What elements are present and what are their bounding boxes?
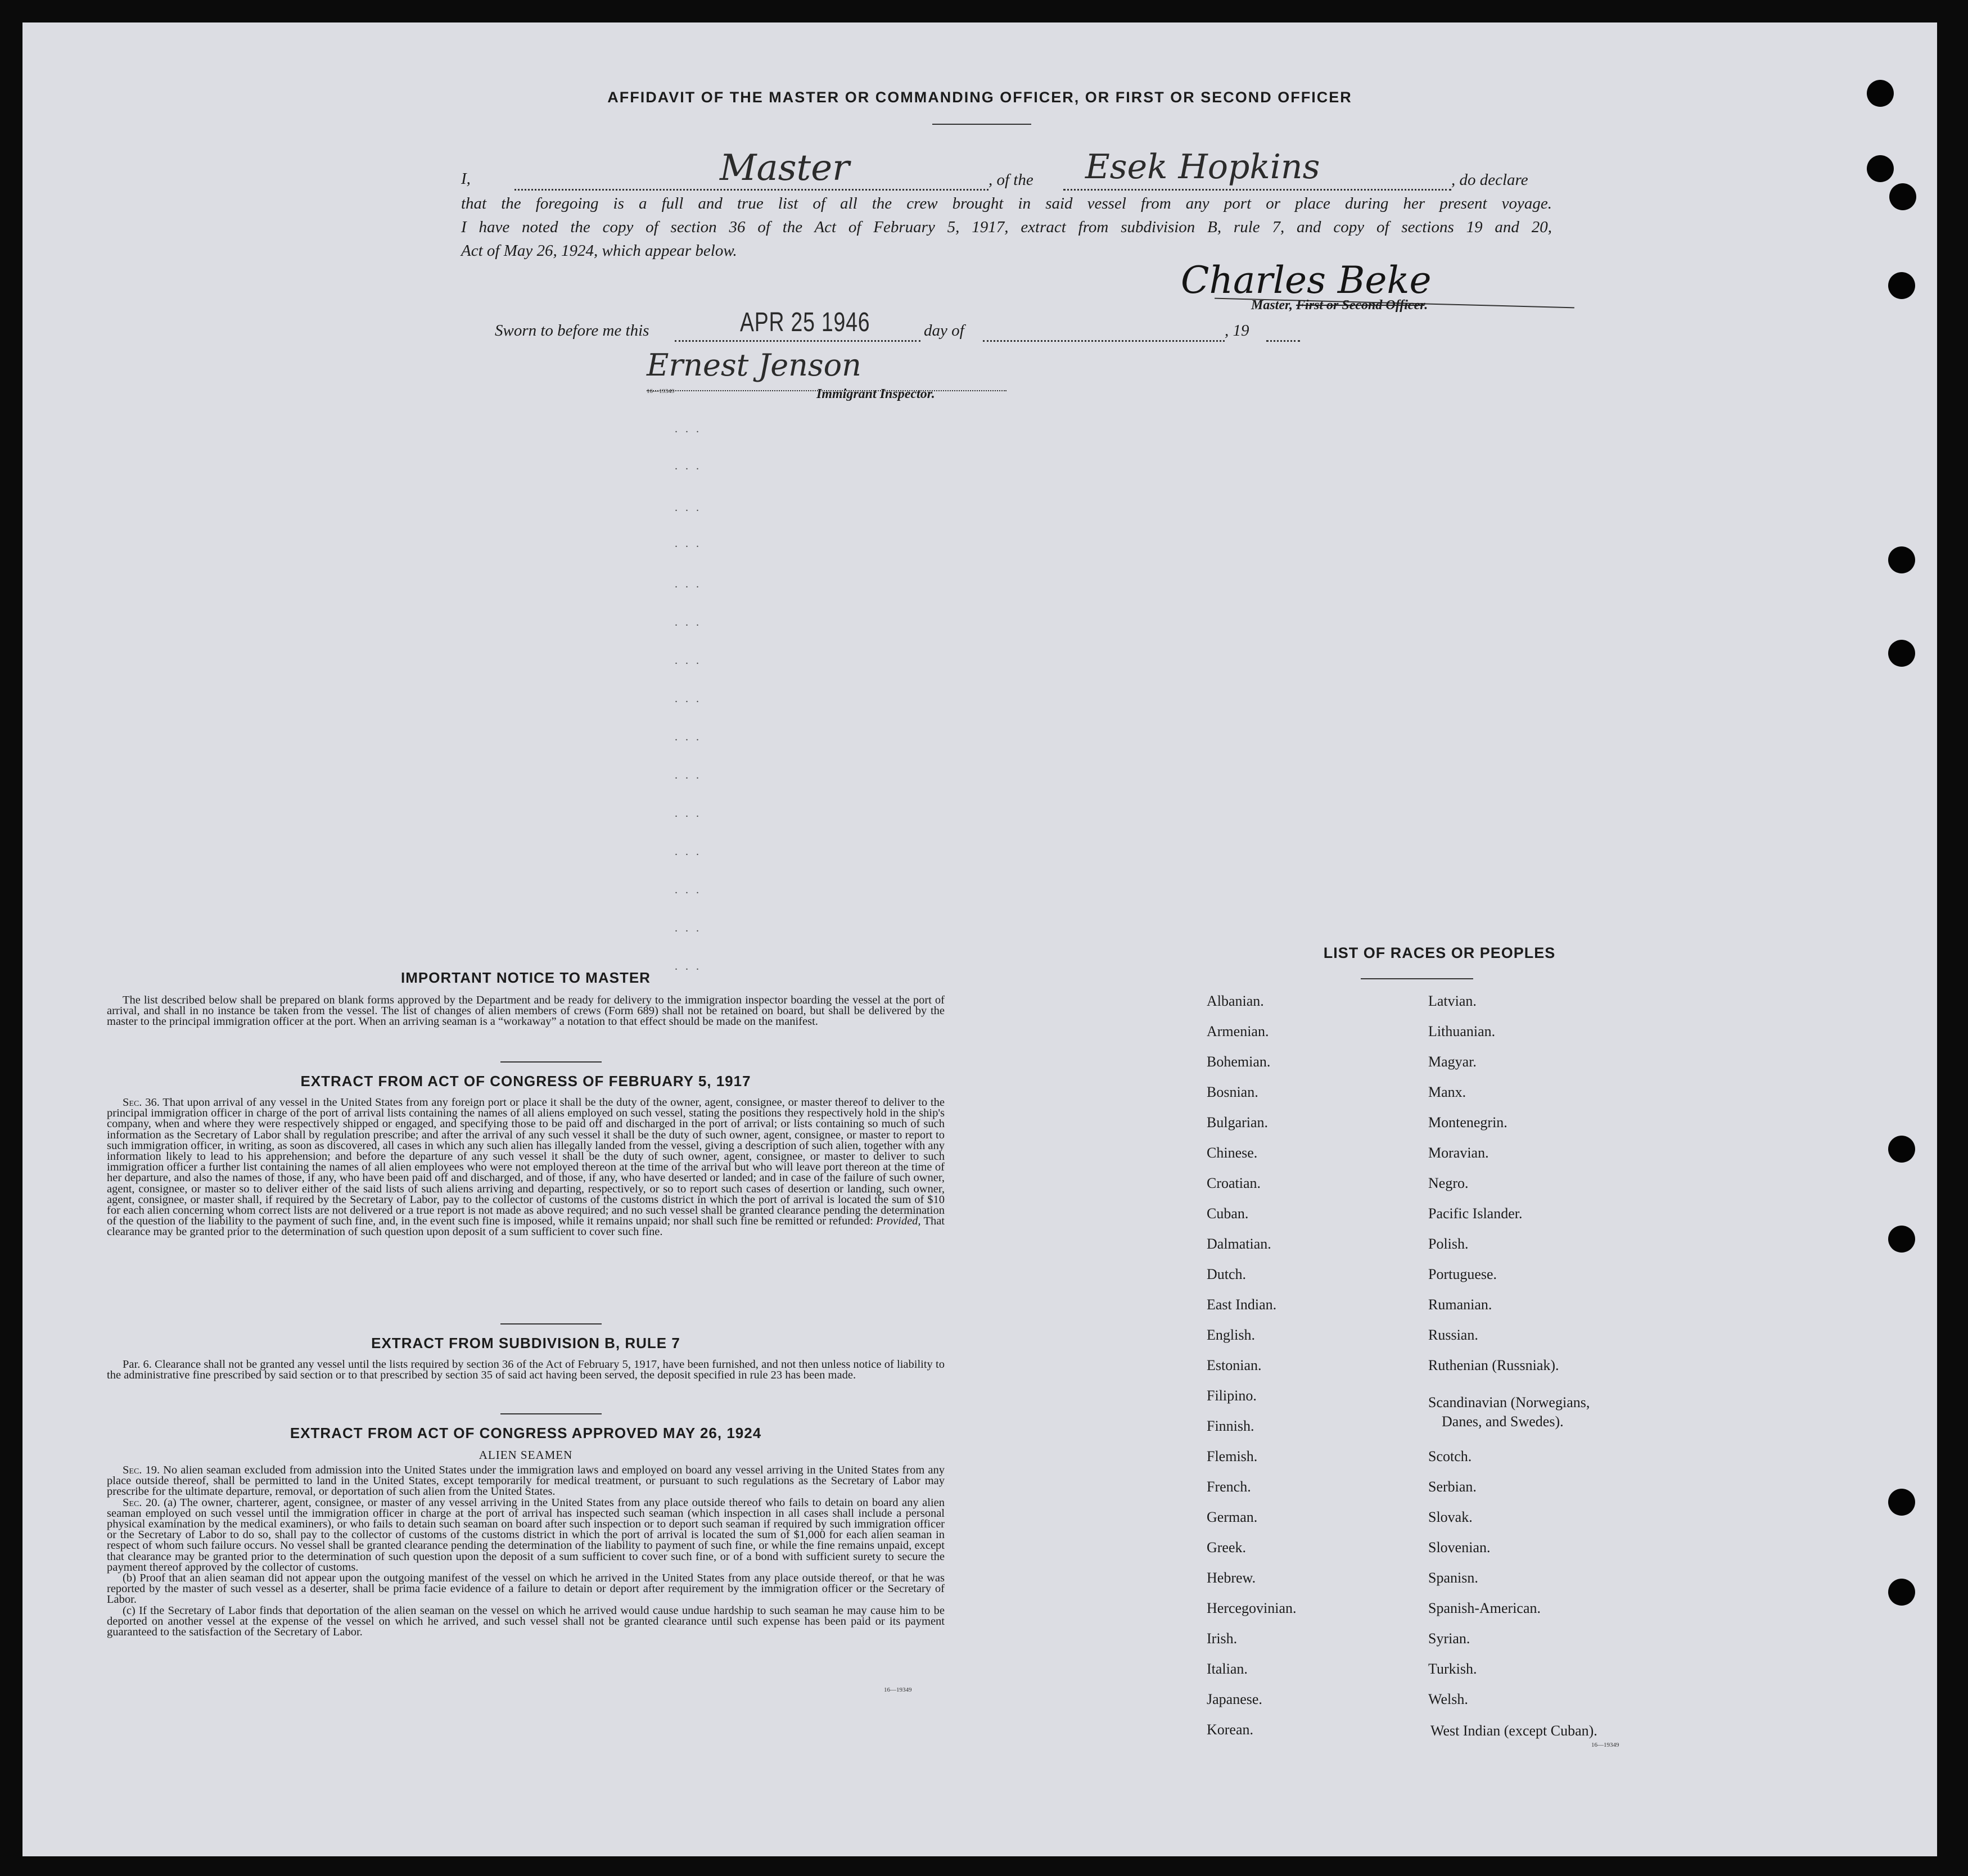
- sec-20-c-paragraph: (c) If the Secretary of Labor finds that deportation of the alien seaman on the vessel on which he arrived would cause undue hardship to such seaman he may cause him to be deported on another vessel at the expense of the vessel on which he arrived, and such vessel shall not be granted clearance until such expense has been paid or its payment guaranteed to the satisfaction of the Secretary of Labor.: [107, 1604, 945, 1639]
- fold-mark: ...: [675, 616, 707, 629]
- race-left-item: Finnish.: [1207, 1418, 1254, 1434]
- inspector-caption: Immigrant Inspector.: [816, 387, 935, 401]
- binder-hole: [1888, 546, 1915, 573]
- declaration-line-3: I have noted the copy of section 36 of the Act of February 5, 1917, extract from subdivision B, rule 7, and copy of sections 19 and 20,: [461, 218, 1552, 236]
- master-field-line: [514, 189, 988, 191]
- declaration-line-4: Act of May 26, 1924, which appear below.: [461, 242, 737, 260]
- fold-mark: ...: [675, 693, 707, 705]
- month-field-line: [983, 340, 1225, 342]
- proviso-label: Provided,: [876, 1215, 921, 1228]
- fold-mark: ...: [675, 501, 707, 514]
- sworn-label: Sworn to before me this: [495, 322, 649, 340]
- day-of-label: day of: [924, 322, 964, 340]
- extract-1924-text: [107, 1465, 945, 1638]
- year-prefix: , 19: [1225, 322, 1249, 340]
- notice-divider: [500, 1061, 602, 1063]
- i-label: I,: [461, 170, 471, 188]
- race-right-item: Magyar.: [1428, 1054, 1477, 1070]
- race-right-item: Welsh.: [1428, 1691, 1468, 1707]
- races-form-number: 16—19349: [1591, 1742, 1619, 1748]
- fold-mark: ...: [675, 731, 707, 743]
- caption-master: Master,: [1251, 298, 1293, 313]
- binder-hole: [1888, 1489, 1915, 1516]
- sec-19-label: Sec. 19.: [123, 1464, 160, 1476]
- fold-mark: ...: [675, 807, 707, 820]
- race-left-item: German.: [1207, 1509, 1258, 1525]
- race-right-item: Spanisn.: [1428, 1570, 1478, 1586]
- binder-hole: [1888, 272, 1915, 299]
- race-right-item: Slovenian.: [1428, 1539, 1491, 1556]
- sec-36-text: That upon arrival of any vessel in the United States from any foreign port or place it shall be the duty of the owner, agent, consignee, or master thereof to deliver to the principal immigration officer in charge of the port of arrival lists containing the names of all aliens employed on such vessel, stating the positions they respectively hold in the ship's company, when and where they were respectively shipped or engaged, and specifying those to be paid off and discharged in the port of arrival; or lists containing so much of such information as the Secretary of Labor shall by regulation prescribe; and after the arrival of any such vessel it shall be the duty of such owner, agent, consignee, or master to report to such immigration officer, in writing, as soon as discovered, all cases in which any such alien has illegally landed from the vessel, giving a description of such alien, together with any information likely to lead to his apprehension; and before the departure of any such vessel it shall be the duty of such owner, agent, consignee, or master to deliver to such immigration officer a further list containing the names of all alien employees who were not employed thereon at the time of the arrival but who will leave port thereon at the time of her departure, and also the names of those, if any, who have been paid off and discharged, and of those, if any, who have deserted or landed; and in case of the failure of such owner, agent, consignee, or master so to deliver either of the said lists of such aliens arriving and departing, respectively, or so to report such cases of desertion or landing, such owner, agent, consignee, or master shall, if required by the Secretary of Labor, pay to the collector of customs of the customs district in which the port of arrival is located the sum of $10 for each alien concerning whom correct lists are not delivered or a true report is not made as above required; and no such vessel shall be granted clearance pending the determination of the question of the liability to the payment of such fine, and, in the event such fine is imposed, while it remains unpaid; nor shall such fine be remitted or refunded:: [107, 1096, 945, 1228]
- race-left-item: Flemish.: [1207, 1448, 1258, 1464]
- race-right-item: Negro.: [1428, 1175, 1469, 1191]
- rule-7-title: EXTRACT FROM SUBDIVISION B, RULE 7: [371, 1335, 680, 1351]
- race-left-item: Estonian.: [1207, 1357, 1262, 1373]
- master-field-value: Master: [720, 147, 850, 189]
- race-left-item: Japanese.: [1207, 1691, 1262, 1707]
- fold-mark: ...: [675, 922, 707, 934]
- race-left-item: Italian.: [1207, 1661, 1248, 1677]
- race-right-item: Turkish.: [1428, 1661, 1477, 1677]
- race-left-item: Chinese.: [1207, 1145, 1258, 1161]
- fold-mark: ...: [675, 423, 707, 435]
- caption-struck-officer: First or Second Officer: [1296, 298, 1425, 313]
- race-right-item: Rumanian.: [1428, 1296, 1492, 1313]
- fold-mark: ...: [675, 769, 707, 781]
- extract-1917-divider: [500, 1323, 602, 1324]
- affidavit-form-number: 16—19349: [647, 388, 675, 395]
- race-right-item: Russian.: [1428, 1327, 1478, 1343]
- race-right-item: Portuguese.: [1428, 1266, 1497, 1282]
- notice-paragraph: The list described below shall be prepared on blank forms approved by the Department and be ready for delivery to the immigration inspector boarding the vessel at the port of arrival, and shall in no instance be taken from the vessel. The list of changes of alien members of crews (Form 689) shall not be retained on board, but shall be delivered by the master to the principal immigration officer at the port. When an arriving seaman is a “workaway” a notation to that effect should be made on the manifest.: [107, 994, 945, 1028]
- extract-form-number: 16—19349: [884, 1687, 912, 1693]
- race-left-item: Bohemian.: [1207, 1054, 1271, 1070]
- fold-mark: ...: [675, 654, 707, 667]
- race-right-item: Syrian.: [1428, 1630, 1470, 1647]
- signature-caption: [1251, 298, 1428, 313]
- extract-1924-subtitle: ALIEN SEAMEN: [479, 1448, 573, 1462]
- fold-mark: ...: [675, 537, 707, 550]
- affidavit-title: AFFIDAVIT OF THE MASTER OR COMMANDING OFFICER, OR FIRST OR SECOND OFFICER: [607, 89, 1352, 106]
- race-right-item: Scotch.: [1428, 1448, 1472, 1464]
- race-right-item: Moravian.: [1428, 1145, 1489, 1161]
- sec-36-paragraph: [107, 1097, 945, 1238]
- year-field-line: [1266, 340, 1300, 342]
- race-left-item: Dutch.: [1207, 1266, 1247, 1282]
- proviso-text: That clearance may be granted prior to the determination of such question upon deposit of a sum sufficient to cover such fine.: [107, 1215, 945, 1238]
- form-page: [22, 22, 1937, 1856]
- notice-text: [107, 995, 945, 1028]
- race-left-item: French.: [1207, 1479, 1251, 1495]
- fold-mark: ...: [675, 460, 707, 472]
- race-right-item: Latvian.: [1428, 993, 1477, 1009]
- binder-hole: [1867, 155, 1894, 182]
- extract-1917-title: EXTRACT FROM ACT OF CONGRESS OF FEBRUARY 5, 1917: [300, 1073, 751, 1090]
- fold-mark: ...: [675, 960, 707, 973]
- binder-hole: [1888, 1579, 1915, 1606]
- inspector-signature: Ernest Jenson: [647, 347, 861, 383]
- race-left-item: Irish.: [1207, 1630, 1238, 1647]
- race-left-item: Albanian.: [1207, 993, 1264, 1009]
- sec-19-text: No alien seaman excluded from admission into the United States under the immigration laws and employed on board any vessel arriving in the United States from any place outside thereof, shall be permitted to land in the United States, except temporarily for medical treatment, or pursuant to such regulations as the Secretary of Labor may prescribe for the ultimate departure, removal, or deportation of such alien from the United States.: [107, 1464, 945, 1498]
- race-left-item: Filipino.: [1207, 1387, 1257, 1404]
- fold-mark: ...: [675, 846, 707, 858]
- vessel-field-line: [1063, 189, 1451, 191]
- race-right-item: West Indian (except Cuban).: [1430, 1723, 1597, 1739]
- binder-hole: [1867, 80, 1894, 107]
- races-divider: [1361, 978, 1473, 979]
- extract-1917-text: [107, 1097, 945, 1238]
- race-left-item: Hebrew.: [1207, 1570, 1256, 1586]
- binder-hole: [1889, 183, 1916, 210]
- sworn-day-line: [675, 340, 920, 342]
- race-left-item: Korean.: [1207, 1721, 1254, 1738]
- race-right-item: Montenegrin.: [1428, 1114, 1507, 1131]
- race-right-item: Scandinavian (Norwegians,: [1428, 1394, 1590, 1411]
- race-left-item: English.: [1207, 1327, 1255, 1343]
- vessel-field-value: Esek Hopkins: [1085, 147, 1320, 187]
- title-divider: [932, 124, 1031, 125]
- races-title: LIST OF RACES OR PEOPLES: [1323, 944, 1556, 961]
- extract-1924-title: EXTRACT FROM ACT OF CONGRESS APPROVED MAY 26, 1924: [290, 1425, 762, 1441]
- sec-20-b-paragraph: (b) Proof that an alien seaman did not appear upon the outgoing manifest of the vessel on which he arrived in the United States from any place outside thereof, or that he was reported by the master of such vessel as a deserter, shall be prima facie evidence of a failure to detain or deport after requirement by the immigration officer or the Secretary of Labor.: [107, 1572, 945, 1606]
- race-right-item: Danes, and Swedes).: [1442, 1413, 1564, 1430]
- race-left-item: Dalmatian.: [1207, 1236, 1271, 1252]
- race-right-item: Serbian.: [1428, 1479, 1477, 1495]
- race-left-item: East Indian.: [1207, 1296, 1277, 1313]
- rule-7-paragraph: Par. 6. Clearance shall not be granted any vessel until the lists required by section 36 of the Act of February 5, 1917, have been furnished, and not then unless notice of liability to the administrative fine prescribed by said section or to that prescribed by section 35 of said act having been served, the deposit specified in rule 23 has been made.: [107, 1358, 945, 1382]
- binder-hole: [1888, 1226, 1915, 1253]
- rule-7-text: [107, 1359, 945, 1381]
- sec-36-label: Sec. 36.: [123, 1096, 160, 1109]
- race-left-item: Bulgarian.: [1207, 1114, 1269, 1131]
- sec-20-text: (a) The owner, charterer, agent, consignee, or master of any vessel arriving in the United States from any place outside thereof who fails to detain on board any alien seaman employed on such vessel until the immigration officer in charge at the port of arrival has inspected such seaman (which inspection in all cases shall include a personal physical examination by the medical examiners), or who fails to detain such seaman on board after such inspection or to deport such seaman if required by such immigration officer or the Secretary of Labor to do so, shall pay to the collector of customs of the customs district in which the port of arrival is located the sum of $1,000 for each alien seaman in respect of whom such failure occurs. No vessel shall be granted clearance pending the determination of the liability to payment of such fine, or while the fine remains unpaid, except that clearance may be granted prior to the determination of such question upon the deposit of a sum sufficient to cover such fine, or of a bond with sufficient surety to secure the payment thereof approved by the collector of customs.: [107, 1496, 945, 1574]
- sec-20-paragraph: [107, 1498, 945, 1573]
- of-the-label: , of the: [988, 171, 1033, 189]
- fold-mark: ...: [675, 884, 707, 896]
- race-left-item: Cuban.: [1207, 1205, 1249, 1222]
- race-right-item: Slovak.: [1428, 1509, 1473, 1525]
- rule-7-divider: [500, 1413, 602, 1414]
- sec-20-label: Sec. 20.: [123, 1496, 160, 1509]
- race-right-item: Lithuanian.: [1428, 1023, 1496, 1039]
- caption-period: .: [1424, 298, 1428, 313]
- race-left-item: Hercegovinian.: [1207, 1600, 1297, 1616]
- race-left-item: Greek.: [1207, 1539, 1247, 1556]
- do-declare-label: , do declare: [1451, 171, 1528, 189]
- race-right-item: Manx.: [1428, 1084, 1466, 1100]
- race-right-item: Polish.: [1428, 1236, 1469, 1252]
- race-left-item: Bosnian.: [1207, 1084, 1258, 1100]
- race-left-item: Croatian.: [1207, 1175, 1261, 1191]
- master-signature: Charles Beke: [1181, 259, 1432, 302]
- race-left-item: Armenian.: [1207, 1023, 1269, 1039]
- race-right-item: Spanish-American.: [1428, 1600, 1541, 1616]
- sec-19-paragraph: [107, 1465, 945, 1498]
- fold-mark: ...: [675, 578, 707, 590]
- race-right-item: Ruthenian (Russniak).: [1428, 1357, 1559, 1373]
- date-stamp: APR 25 1946: [740, 308, 870, 337]
- binder-hole: [1888, 640, 1915, 667]
- declaration-line-2: that the foregoing is a full and true list of all the crew brought in said vessel from any port or place during her present voyage.: [461, 195, 1552, 213]
- binder-hole: [1888, 1136, 1915, 1163]
- notice-title: IMPORTANT NOTICE TO MASTER: [401, 969, 651, 986]
- race-right-item: Pacific Islander.: [1428, 1205, 1523, 1222]
